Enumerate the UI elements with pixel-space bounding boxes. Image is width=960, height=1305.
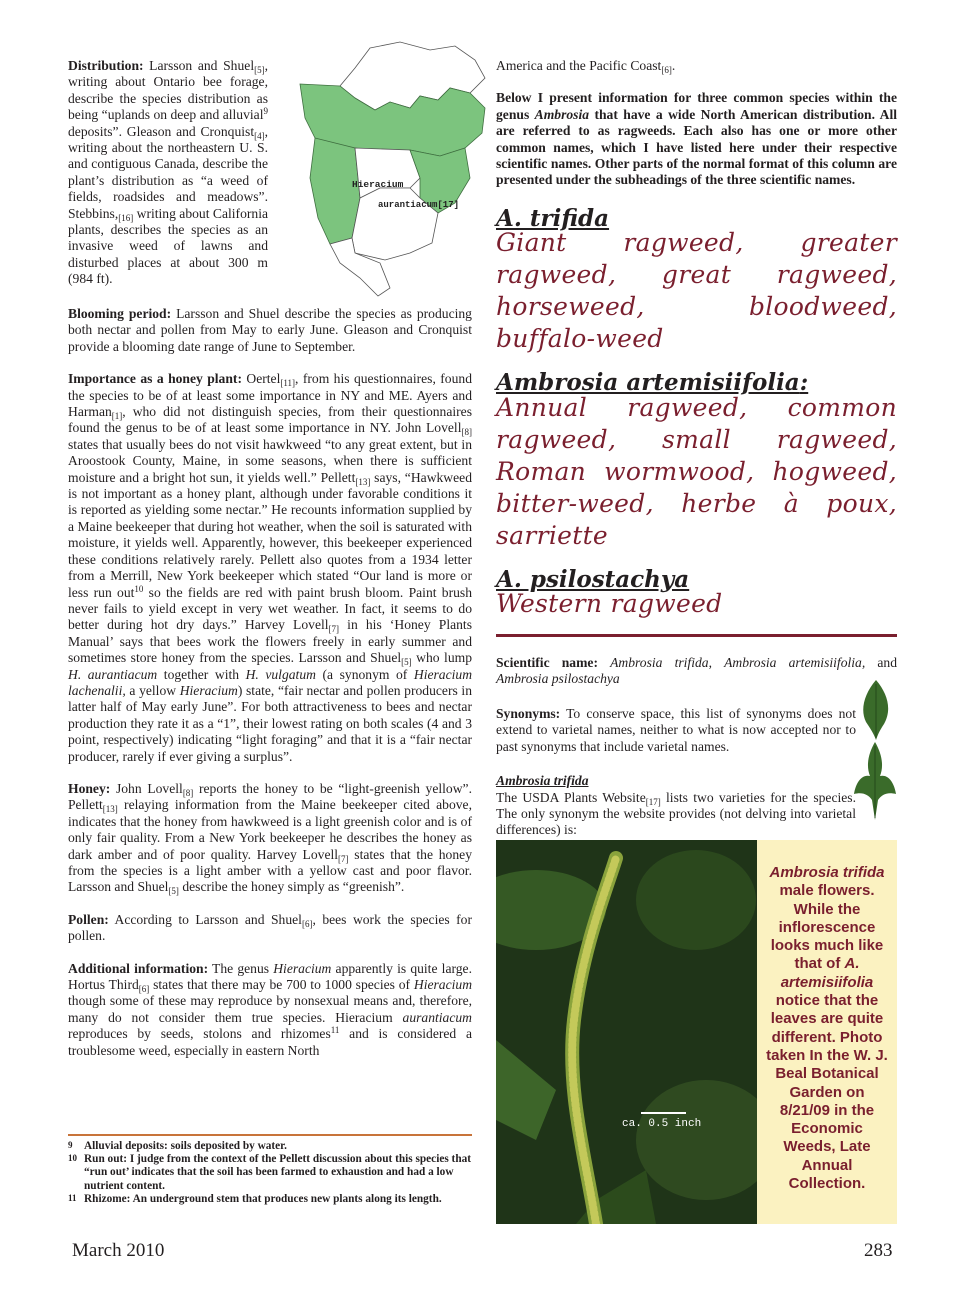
text-run: a yellow xyxy=(125,682,180,698)
text-run: The USDA Plants Website xyxy=(496,789,646,805)
citation: [7] xyxy=(338,853,349,864)
citation: [6] xyxy=(301,918,313,929)
scientific-name-paragraph xyxy=(496,655,897,688)
species-1-common-names: Giant ragweed, greater ragweed, great ragweed, horseweed, bloodweed, buffalo-weed xyxy=(496,228,897,354)
photo-caption xyxy=(757,840,897,1193)
text-run: in his ‘Honey Plants Manual’ says that bees work the flowers freely in early summer and sometimes store honey from the species. Larsson and Shuel xyxy=(68,617,472,666)
text-run: To conserve space, this list of synonyms does not extend to varietal names, neither to what is now accepted nor to past synonyms that include varietal names. xyxy=(496,705,856,754)
footnote-text: Alluvial deposits: soils deposited by water. xyxy=(84,1140,287,1152)
text-run: reports the honey to be “light-greenish yellow”. Pellett xyxy=(68,780,472,813)
citation: [8] xyxy=(461,427,472,438)
footnote-text: Rhizome: An underground stem that produces new plants along its length. xyxy=(84,1192,442,1205)
synonyms-paragraph xyxy=(496,706,856,755)
text-run: America and the Pacific Coast xyxy=(496,58,662,73)
text-run: , from his questionnaires, found the species to be of at least some importance in NY and ME. Ayers and Harman xyxy=(68,371,472,420)
species-2-name: Ambrosia artemisiifolia xyxy=(496,369,800,397)
text-run: , writing about the northeastern U. S. and contiguous Canada, describe the plant’s distribution as “a weed of fields, roadsides and meadows”. Stebbins, xyxy=(68,123,268,221)
importance-paragraph xyxy=(68,371,472,765)
citation: [16] xyxy=(118,212,134,223)
additional-paragraph xyxy=(68,961,472,1059)
footer-date: March 2010 xyxy=(72,1240,165,1261)
citation: [13] xyxy=(355,476,371,487)
text-run: states that there may be 700 to 1000 species of xyxy=(149,977,414,993)
citation: [6] xyxy=(138,984,150,995)
text-run: , bees work the species for pollen. xyxy=(68,911,472,944)
citation: [7] xyxy=(328,624,340,635)
left-column xyxy=(68,58,472,1059)
photo-illustration xyxy=(496,840,757,1224)
synonyms-heading: Synonyms: xyxy=(496,705,561,721)
citation: [13] xyxy=(102,804,118,815)
italic-run: Ambrosia xyxy=(534,106,590,122)
footnote-item xyxy=(68,1193,472,1206)
footnote-number: 9 xyxy=(68,1140,73,1150)
citation: [17] xyxy=(645,796,661,807)
text-run: writing about California plants, describes the species as an invasive weed of lawns and disturbed places at about 300 m (984 ft). xyxy=(68,205,269,287)
text-run: though some of these may reproduce by nonsexual means and, therefore, many do not consider them true species. Hieracium xyxy=(68,993,472,1025)
distribution-map xyxy=(260,38,492,300)
footnote-marker: 11 xyxy=(330,1025,340,1036)
text-run: lists two varieties for the species. The only synonym the website provides (not delving into varietal differences) is: xyxy=(496,789,856,838)
species-3-heading: A. psilostachya xyxy=(496,565,690,593)
text-run: , writing about Ontario bee forage, describe the species distribution as being “uplands on deep and alluvial xyxy=(68,58,268,123)
text-run: . xyxy=(671,58,676,73)
footnote-text: Run out: I judge from the context of the Pellett discussion about this species that “run out’ indicates that the soil has been farmed to exhaustion and had a low nutrient content. xyxy=(84,1153,472,1192)
footnote-divider xyxy=(68,1134,472,1136)
text-run: , xyxy=(708,655,725,671)
text-run: ) state, “fair nectar and pollen producers in latter half of May early June”. For both attractiveness to bees and nectar production they rate it as a “1”, their lowest rating on both scales (4 and 3 point, respectively) indicating “light foraging” and that it is a “fair nectar producer, rarely if ever giving a surplus”. xyxy=(68,682,472,764)
text-run: says, “Hawkweed is not important as a honey plant, although under favorable conditions it is reported as yielding some nectar.” He recounts information supplied by a Maine beekeeper that during hot weather, when the soil is saturated with moisture, it yields well. Apparently, however, this beekeeper experienced these conditions relatively rarely. Pellett also quotes from a 1934 letter from a Merrill, New York beekeeper which stated “Our land is more or less run out xyxy=(68,469,472,600)
citation: [5] xyxy=(168,886,179,897)
map-us-west xyxy=(310,138,360,244)
footnote-marker: 10 xyxy=(134,583,144,594)
text-run: describe the honey simply as “greenish”. xyxy=(178,879,405,895)
citation: [5] xyxy=(401,657,412,668)
footnote-item xyxy=(68,1153,472,1193)
species-2-common-names: Annual ragweed, common ragweed, small ragweed, Roman wormwood, hogweed, bitter-weed, herbe à poux, sarriette xyxy=(496,392,897,550)
text-run: deposits”. Gleason and Cronquist xyxy=(68,123,255,139)
text-run: notice that the leaves are quite different. Photo taken In the W. J. Beal Botanical Garden on 8/21/09 in the Economic Weeds, Late Annual Collection. xyxy=(766,992,888,1193)
footnote-item xyxy=(68,1140,472,1153)
text-run: (a synonym of xyxy=(315,666,414,682)
caption-box xyxy=(757,840,897,1224)
text-run: states that the honey from the species is a light amber with a yellow cast and poor flavor. Larsson and Shuel xyxy=(68,846,472,895)
italic-run: A. artemisiifolia xyxy=(780,955,874,991)
pollen-paragraph xyxy=(68,912,472,945)
citation: [8] xyxy=(182,787,194,798)
text-run: , who did not distinguish species, from their questionnaires found the genus to be of at least some importance in NY. John Lovell xyxy=(68,404,472,436)
text-run: so the fields are red with paint brush bloom. Paint brush never fails to yield except in very wet weather. In fact, it seems to do better during hot dry days.” Harvey Lovell xyxy=(68,584,473,633)
page-number: 283 xyxy=(864,1240,893,1261)
section-divider xyxy=(496,634,897,637)
subsection-heading: Ambrosia trifida xyxy=(496,773,589,789)
footnotes xyxy=(68,1140,472,1206)
text-run: The genus xyxy=(208,960,274,976)
italic-run: Ambrosia artemisiifolia, xyxy=(724,655,866,671)
citation: [6] xyxy=(661,65,672,75)
right-column xyxy=(496,58,897,855)
importance-heading: Importance as a honey plant: xyxy=(68,371,242,387)
honey-heading: Honey: xyxy=(68,780,111,796)
distribution-section xyxy=(68,58,472,290)
text-run: Larsson and Shuel xyxy=(143,58,255,73)
italic-run: H. aurantiacum xyxy=(68,666,158,682)
footnote-marker: 9 xyxy=(263,106,268,117)
text-run: relaying information from the Maine beekeeper cited above, indicates that the honey from hawkweed is a light greenish color and is of only fair quality. From a New York beekeeper he describes the honey as dark amber and of poor quality. Harvey Lovell xyxy=(68,797,472,862)
intro-paragraph xyxy=(496,90,897,188)
footnote-number: 10 xyxy=(68,1153,77,1164)
usda-paragraph xyxy=(496,790,856,839)
citation: [5] xyxy=(254,65,265,75)
map-label-species: aurantiacum[17] xyxy=(378,200,460,210)
text-run: apparently is quite large. Hortus Third xyxy=(68,960,472,993)
species-3-common-names: Western ragweed xyxy=(496,589,723,619)
leaf-icon xyxy=(856,680,896,740)
photo-scale-label: ca. 0.5 inch xyxy=(622,1118,702,1130)
citation: [1] xyxy=(111,411,123,422)
text-run: Oertel xyxy=(241,371,281,387)
italic-run: Ambrosia trifida xyxy=(769,864,885,881)
text-run: According to Larsson and Shuel xyxy=(108,911,302,927)
italic-run: aurantiacum xyxy=(402,1009,472,1025)
text-run: John Lovell xyxy=(110,780,183,796)
text-run: male flowers. While the inflorescence looks much like that of xyxy=(770,882,884,973)
text-run: who lump xyxy=(411,650,473,666)
honey-paragraph xyxy=(68,781,472,896)
trilobed-leaf-icon xyxy=(852,742,898,820)
figure xyxy=(496,840,897,1224)
italic-run: Ambrosia psilostachya xyxy=(496,671,620,687)
text-run: reproduces by seeds, stolons and rhizomes xyxy=(68,1026,331,1042)
blooming-heading: Blooming period: xyxy=(68,306,172,321)
pollen-heading: Pollen: xyxy=(68,911,109,927)
text-run: and xyxy=(865,655,898,671)
map-label-genus: Hieracium xyxy=(352,179,404,190)
scientific-name-heading: Scientific name: xyxy=(496,655,598,671)
species-1-heading: A. trifida xyxy=(496,204,610,232)
text-run: Below I present information for three common species within the genus xyxy=(496,90,897,122)
text-run: and is considered a troublesome weed, especially in eastern North xyxy=(68,1026,472,1058)
blooming-paragraph xyxy=(68,306,472,355)
text-run: that have a wide North American distribution. All are referred to as ragweeds. Each also has one or more other common names, which I have listed here under their respective scientific names. Other parts of the normal format of this column are presented under the subheadings of the three scientific names. xyxy=(496,106,897,188)
italic-run: Ambrosia trifida xyxy=(610,655,709,671)
species-2-heading xyxy=(496,369,897,397)
continuation-line xyxy=(496,58,897,74)
footnote-number: 11 xyxy=(68,1192,77,1203)
text-run: : xyxy=(799,369,809,397)
text-run: states that usually bees do not visit hawkweed “to any great extent, but in Aroostook County, Maine, in some seasons, when there is sufficient moisture and a bright hot sun, it yields well.” Pellett xyxy=(68,436,472,485)
additional-heading: Additional information: xyxy=(68,960,209,976)
distribution-heading: Distribution: xyxy=(68,58,144,73)
italic-run: Hieracium xyxy=(179,682,238,698)
text-run: Larsson and Shuel describe the species as producing both nectar and pollen from May to early June. Gleason and Cronquist provide a blooming date range of June to September. xyxy=(68,306,472,354)
text-run: together with xyxy=(157,666,246,682)
ragweed-photo xyxy=(496,840,757,1224)
italic-run: H. vulgatum xyxy=(245,666,316,682)
citation: [4] xyxy=(254,130,265,141)
italic-run: Hieracium lachenalii, xyxy=(68,666,473,698)
distribution-paragraph xyxy=(68,58,268,288)
citation: [11] xyxy=(280,378,296,389)
italic-run: Hieracium xyxy=(273,960,332,976)
italic-run: Hieracium xyxy=(413,977,473,993)
